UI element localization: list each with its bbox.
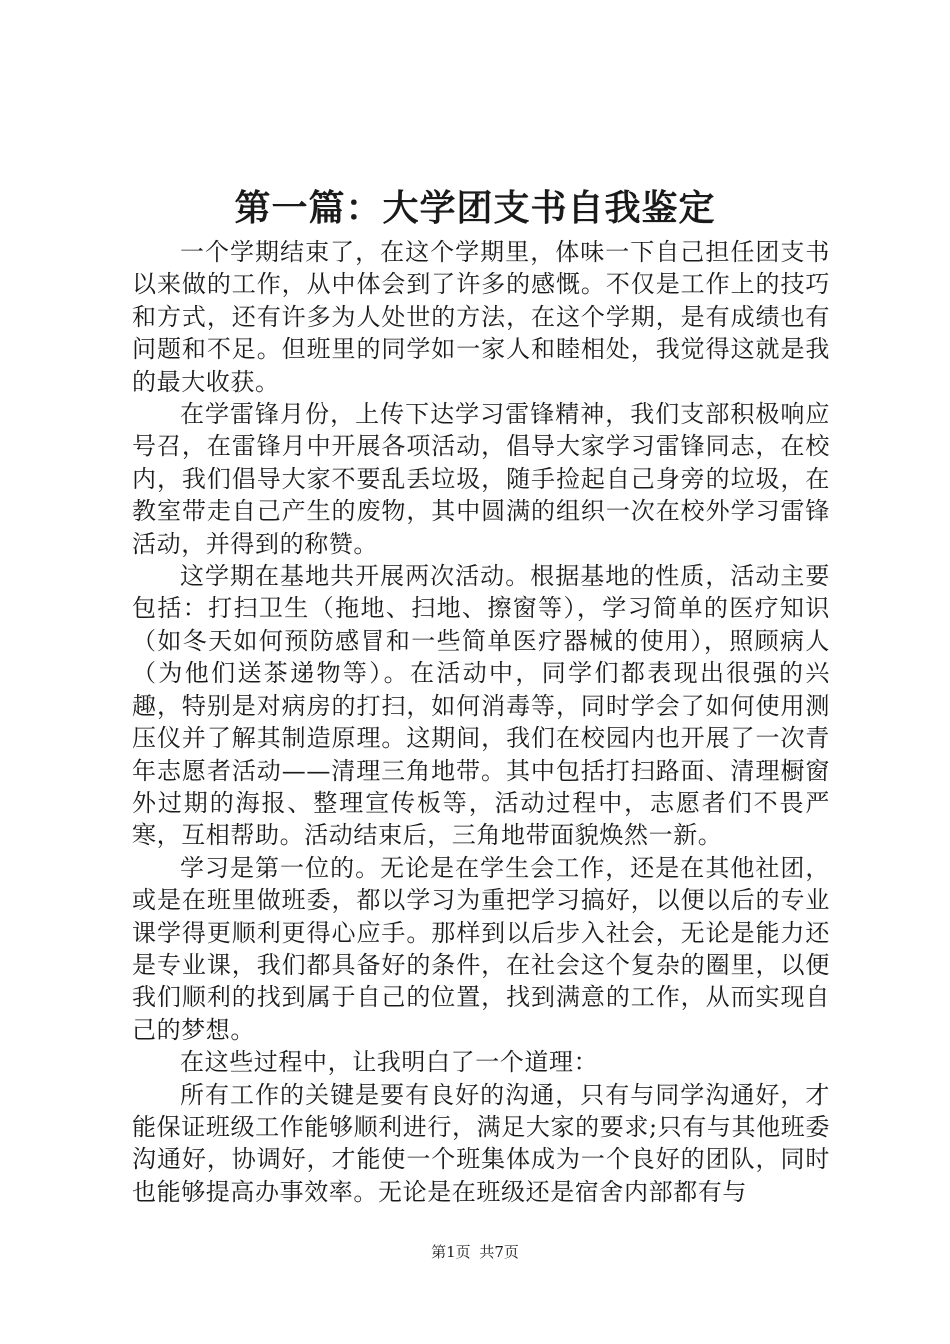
paragraph-2: 在学雷锋月份，上传下达学习雷锋精神，我们支部积极响应号召，在雷锋月中开展各项活动，倡导大家学习雷锋同志，在校内，我们倡导大家不要乱丢垃圾，随手捡起自己身旁的垃圾，在教室带走自己产生的废物，其中圆满的组织一次在校外学习雷锋活动，并得到的称赞。 [132, 400, 830, 558]
document-body [132, 236, 830, 1208]
paragraph-6: 所有工作的关键是要有良好的沟通，只有与同学沟通好，才能保证班级工作能够顺利进行，满足大家的要求;只有与其他班委沟通好，协调好，才能使一个班集体成为一个良好的团队，同时也能够提高办事效率。无论是在班级还是宿舍内部都有与 [132, 1080, 830, 1206]
page-total: 共7页 [479, 1243, 519, 1261]
paragraph-4: 学习是第一位的。无论是在学生会工作，还是在其他社团，或是在班里做班委，都以学习为重把学习搞好，以便以后的专业课学得更顺利更得心应手。那样到以后步入社会，无论是能力还是专业课，我们都具备好的条件，在社会这个复杂的圈里，以便我们顺利的找到属于自己的位置，找到满意的工作，从而实现自己的梦想。 [132, 853, 830, 1044]
paragraph-1: 一个学期结束了，在这个学期里，体味一下自己担任团支书以来做的工作，从中体会到了许多的感慨。不仅是工作上的技巧和方式，还有许多为人处世的方法，在这个学期，是有成绩也有问题和不足。但班里的同学如一家人和睦相处，我觉得这就是我的最大收获。 [132, 238, 830, 396]
page-footer [0, 1241, 950, 1263]
paragraph-3: 这学期在基地共开展两次活动。根据基地的性质，活动主要包括：打扫卫生（拖地、扫地、擦窗等），学习简单的医疗知识（如冬天如何预防感冒和一些简单医疗器械的使用），照顾病人（为他们送茶递物等）。在活动中，同学们都表现出很强的兴趣，特别是对病房的打扫，如何消毒等，同时学会了如何使用测压仪并了解其制造原理。这期间，我们在校园内也开展了一次青年志愿者活动——清理三角地带。其中包括打扫路面、清理橱窗外过期的海报、整理宣传板等，活动过程中，志愿者们不畏严寒，互相帮助。活动结束后，三角地带面貌焕然一新。 [132, 562, 830, 850]
page-title: 第一篇：大学团支书自我鉴定 [234, 187, 716, 229]
paragraph-5: 在这些过程中，让我明白了一个道理： [180, 1048, 599, 1077]
page-number: 第1页 [431, 1243, 471, 1261]
